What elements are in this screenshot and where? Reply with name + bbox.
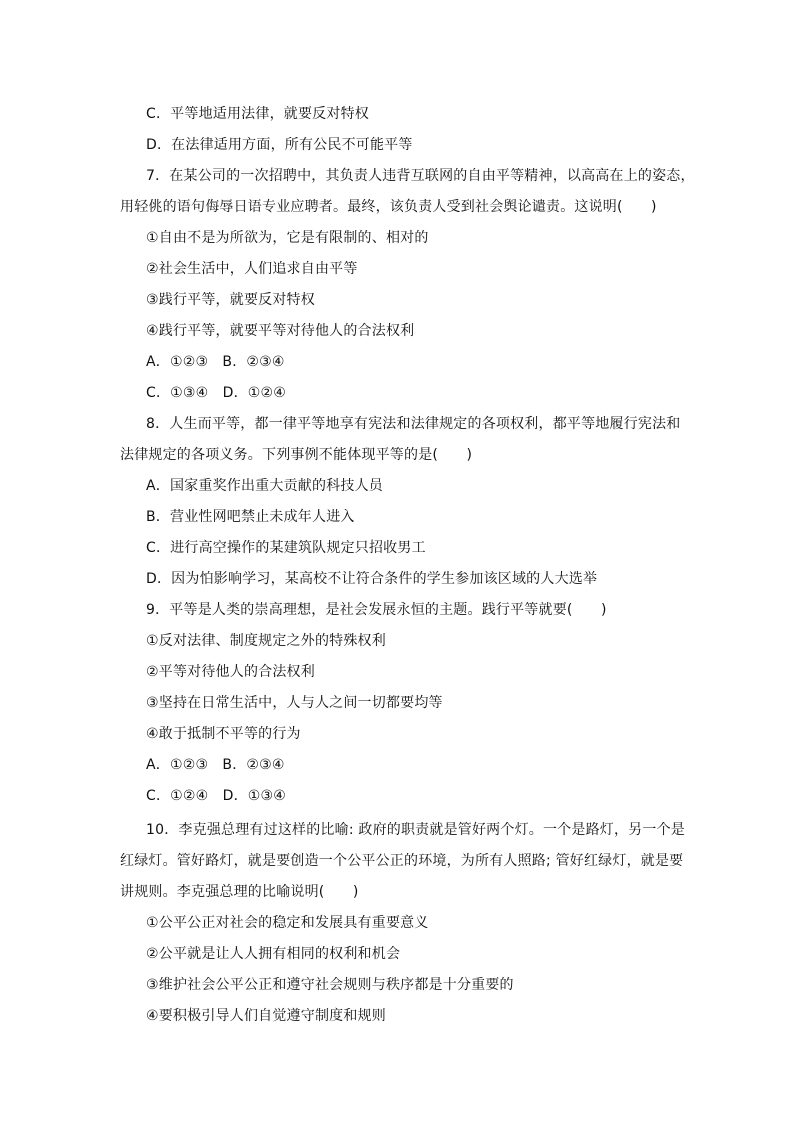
option-line: C．①③④ D．①②④ <box>146 385 287 401</box>
statement-line: ①公平公正对社会的稳定和发展具有重要意义 <box>146 915 429 931</box>
question-10-stem: 10．李克强总理有过这样的比喻: 政府的职责就是管好两个灯。一个是路灯，另一个是 <box>146 822 685 838</box>
statement-line: ③坚持在日常生活中，人与人之间一切都要均等 <box>146 695 443 711</box>
question-7-stem: 7．在某公司的一次招聘中，其负责人违背互联网的自由平等精神，以高高在上的姿态， <box>146 168 695 184</box>
statement-line: ④要积极引导人们自觉遵守制度和规则 <box>146 1008 386 1024</box>
statement-line: ④践行平等，就要平等对待他人的合法权利 <box>146 323 415 339</box>
question-9-stem: 9．平等是人类的崇高理想，是社会发展永恒的主题。践行平等就要( ) <box>146 602 607 618</box>
statement-line: ①反对法律、制度规定之外的特殊权利 <box>146 633 386 649</box>
statement-line: ②平等对待他人的合法权利 <box>146 664 315 680</box>
option-line: A．①②③ B．②③④ <box>146 757 285 773</box>
option-line: C．①②④ D．①③④ <box>146 788 287 804</box>
option-line: C．进行高空操作的某建筑队规定只招收男工 <box>146 540 426 556</box>
option-line: A．①②③ B．②③④ <box>146 354 285 370</box>
statement-line: ①自由不是为所欲为，它是有限制的、相对的 <box>146 230 429 246</box>
option-line: C．平等地适用法律，就要反对特权 <box>146 106 369 122</box>
option-line: B．营业性网吧禁止未成年人进入 <box>146 509 355 525</box>
statement-line: ③维护社会公平公正和遵守社会规则与秩序都是十分重要的 <box>146 977 514 993</box>
statement-line: ④敢于抵制不平等的行为 <box>146 726 301 742</box>
option-line: D．因为怕影响学习，某高校不让符合条件的学生参加该区域的人大选举 <box>146 571 598 587</box>
question-8-stem-cont: 法律规定的各项义务。下列事例不能体现平等的是( ) <box>120 447 473 463</box>
option-line: A．国家重奖作出重大贡献的科技人员 <box>146 478 383 494</box>
question-7-stem-cont: 用轻佻的语句侮辱日语专业应聘者。最终，该负责人受到社会舆论谴责。这说明( ) <box>120 199 657 215</box>
question-10-stem-cont: 讲规则。李克强总理的比喻说明( ) <box>120 884 359 900</box>
question-10-stem-cont: 红绿灯。管好路灯，就是要创造一个公平公正的环境，为所有人照路; 管好红绿灯，就是要 <box>120 853 684 869</box>
question-8-stem: 8．人生而平等，都一律平等地享有宪法和法律规定的各项权利，都平等地履行宪法和 <box>146 416 681 432</box>
statement-line: ②公平就是让人人拥有相同的权利和机会 <box>146 946 401 962</box>
statement-line: ③践行平等，就要反对特权 <box>146 292 315 308</box>
statement-line: ②社会生活中，人们追求自由平等 <box>146 261 358 277</box>
option-line: D．在法律适用方面，所有公民不可能平等 <box>146 137 413 153</box>
